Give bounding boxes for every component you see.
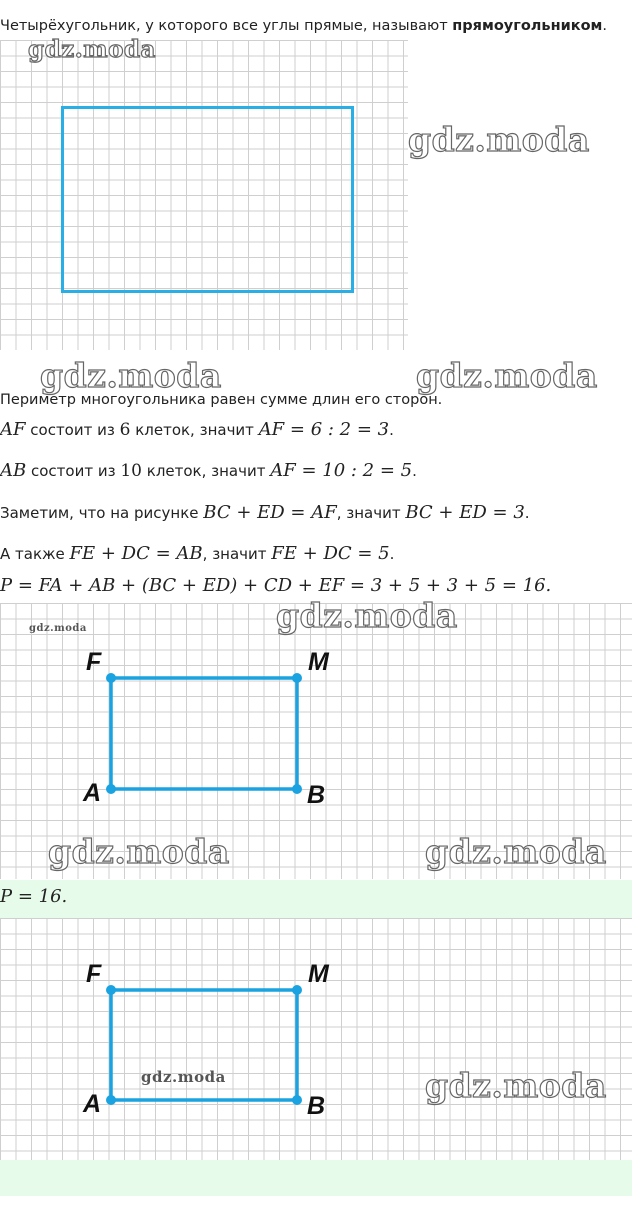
watermark: gdz.moda <box>40 356 222 395</box>
math-equation: AF = 6 : 2 = 3 <box>258 419 390 440</box>
text: . <box>389 545 395 563</box>
number: 10 <box>120 461 142 481</box>
math-af: AF <box>0 419 26 440</box>
vertex-m <box>292 673 302 683</box>
line-bc-ed <box>0 504 530 522</box>
line-ab <box>0 462 417 480</box>
label-a: A <box>83 779 102 807</box>
watermark: gdz.moda <box>28 36 156 63</box>
vertex-a <box>106 1095 116 1105</box>
label-b: B <box>307 1092 326 1120</box>
text: , значит <box>202 545 272 563</box>
math-ab: AB <box>0 460 27 481</box>
text: Заметим, что на рисунке <box>0 504 204 522</box>
watermark: gdz.moda <box>141 1068 226 1086</box>
vertex-f <box>106 673 116 683</box>
label-f: F <box>86 960 102 988</box>
text: клеток, значит <box>130 421 259 439</box>
text: состоит из <box>26 462 121 480</box>
math-equation: FE + DC = AB <box>69 543 203 564</box>
watermark: gdz.moda <box>425 832 607 871</box>
intro-term: прямоугольником <box>452 18 603 34</box>
rectangle-figure-3 <box>0 918 632 1160</box>
math-equation: FE + DC = 5 <box>271 543 390 564</box>
rectangle-figure-1 <box>61 106 354 293</box>
text: состоит из <box>25 421 120 439</box>
math-equation: BC + ED = 3 <box>405 502 525 523</box>
vertex-f <box>106 985 116 995</box>
label-b: B <box>307 781 326 809</box>
vertex-a <box>106 784 116 794</box>
text: А также <box>0 545 70 563</box>
label-m: M <box>308 960 329 988</box>
intro-after: . <box>602 18 608 34</box>
answer-band-empty <box>0 1160 632 1196</box>
vertex-b <box>292 784 302 794</box>
vertex-m <box>292 985 302 995</box>
line-af <box>0 421 394 439</box>
math-equation: AF = 10 : 2 = 5 <box>270 460 413 481</box>
line-fe-dc <box>0 545 394 563</box>
vertex-b <box>292 1095 302 1105</box>
watermark: gdz.moda <box>425 1066 607 1105</box>
intro-before: Четырёхугольник, у которого все углы прямые, называют <box>0 18 453 34</box>
text: . <box>412 462 417 480</box>
number: 6 <box>119 420 131 440</box>
watermark: gdz.moda <box>48 832 230 871</box>
label-f: F <box>86 648 102 676</box>
answer-band <box>0 880 632 918</box>
watermark: gdz.moda <box>408 120 590 159</box>
label-a: A <box>83 1090 102 1118</box>
text: . <box>389 421 394 439</box>
watermark: gdz.moda <box>276 596 458 635</box>
perimeter-definition: Периметр многоугольника равен сумме длин его сторон. <box>0 392 443 408</box>
answer-text: P = 16. <box>0 886 68 907</box>
math-equation: BC + ED = AF <box>203 502 337 523</box>
text: , значит <box>336 504 406 522</box>
text: . <box>524 504 530 522</box>
label-m: M <box>308 648 329 676</box>
perimeter-formula: P = FA + AB + (BC + ED) + CD + EF = 3 + 5 + 3 + 5 = 16. <box>0 575 552 596</box>
text: клеток, значит <box>141 462 271 480</box>
intro-text <box>0 17 607 35</box>
watermark: gdz.moda <box>416 356 598 395</box>
watermark: gdz.moda <box>29 623 87 634</box>
